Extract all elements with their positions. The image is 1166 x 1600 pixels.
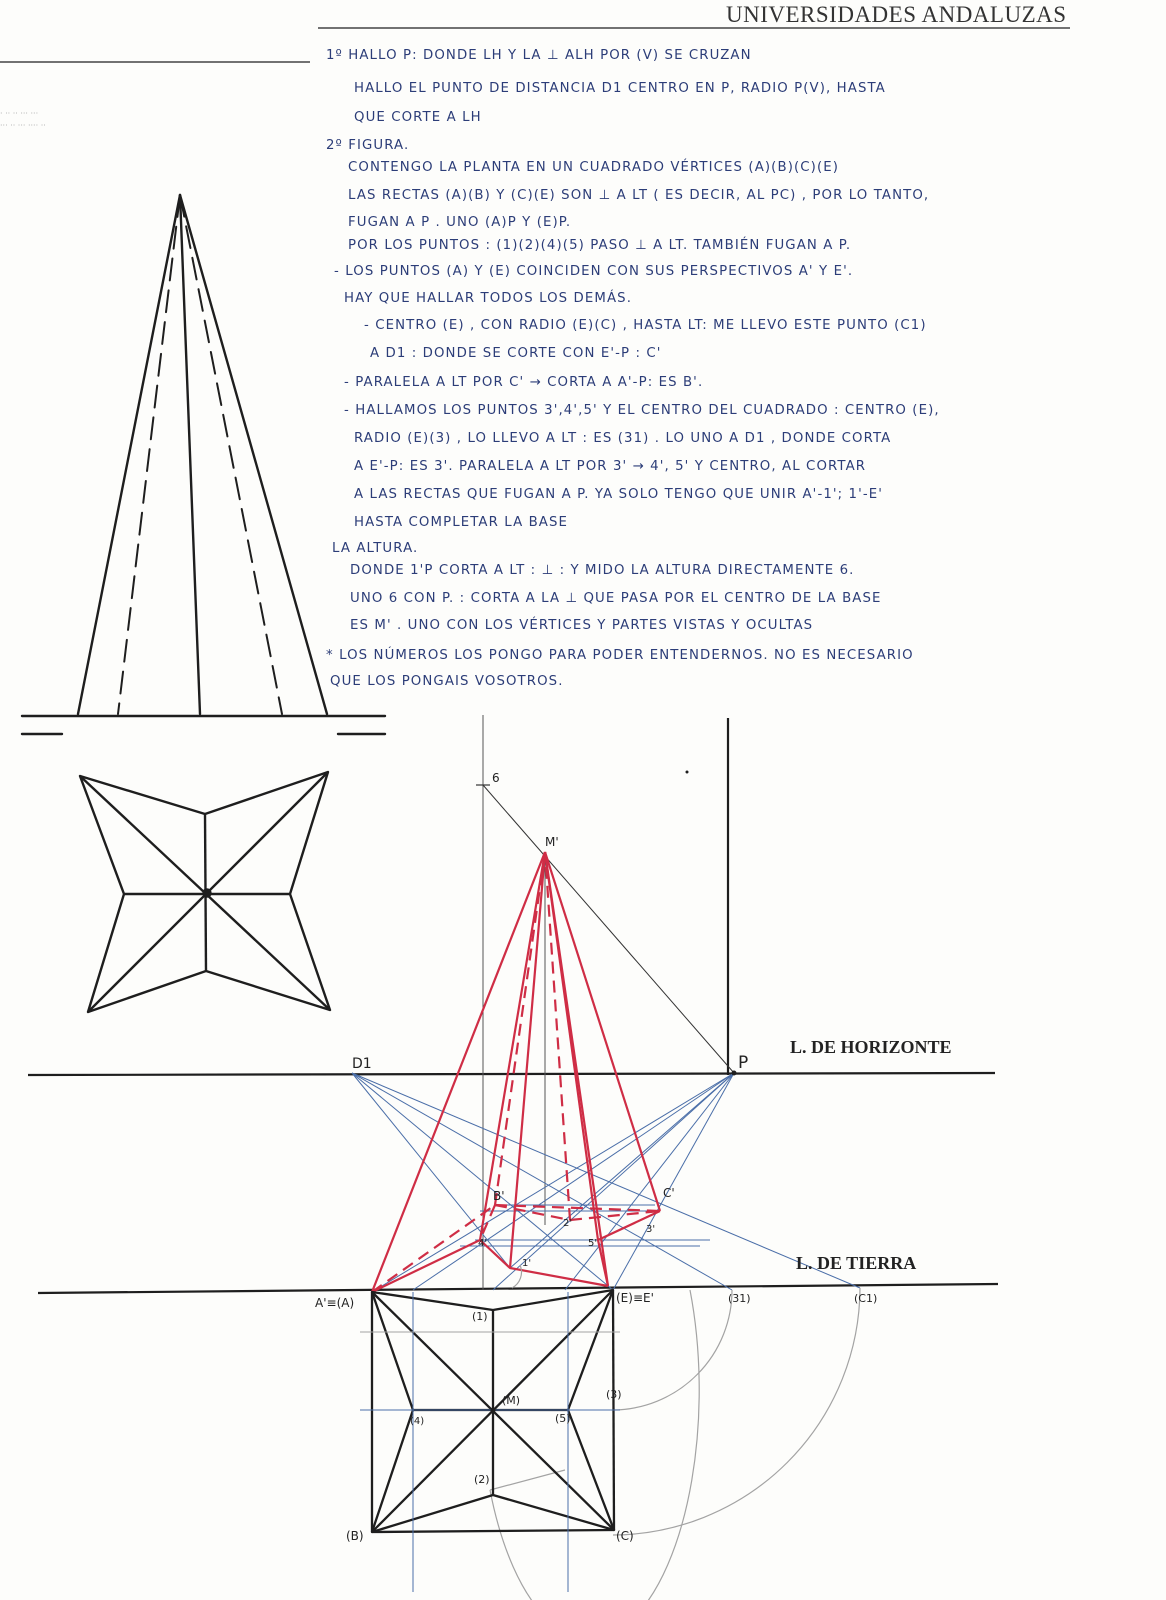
distance-line	[352, 1073, 732, 1290]
stray-dot	[686, 771, 689, 774]
faint-mark-line: · ·· ·· ··· ···	[0, 109, 39, 118]
elevation-edge	[180, 195, 200, 714]
label-point-5: (5)	[555, 1412, 571, 1425]
header-title: UNIVERSIDADES ANDALUZAS	[726, 2, 1067, 27]
note-line: DONDE 1'P CORTA A LT : ⊥ : Y MIDO LA ALTURA DIRECTAMENTE 6.	[350, 563, 855, 578]
hidden-edge	[372, 1205, 495, 1292]
label-c-1: (C1)	[854, 1292, 878, 1305]
note-line: - LOS PUNTOS (A) Y (E) COINCIDEN CON SUS PERSPECTIVOS A' Y E'.	[334, 264, 854, 279]
label-point-c: (C)	[616, 1529, 634, 1543]
label-3-1: (31)	[728, 1292, 751, 1305]
pyramid-edge	[480, 852, 545, 1240]
label-b-prime: B'	[493, 1189, 505, 1203]
label-point-4: (4)	[410, 1416, 425, 1427]
label-1-prime: 1'	[522, 1258, 532, 1269]
label-m-prime: M'	[545, 835, 559, 849]
label-six: 6	[492, 771, 500, 785]
label-point-1: (1)	[472, 1310, 488, 1323]
elevation-hidden-edge	[118, 195, 180, 714]
note-line: 1º HALLO P: DONDE LH Y LA ⊥ ALH POR (V) SE CRUZAN	[326, 48, 752, 63]
note-line: CONTENGO LA PLANTA EN UN CUADRADO VÉRTICES (A)(B)(C)(E)	[348, 160, 840, 175]
label-ground: L. DE TIERRA	[796, 1253, 917, 1273]
arc-c1	[613, 1288, 860, 1535]
horizon-line	[28, 1073, 995, 1075]
lower-square-bottom	[372, 1530, 614, 1532]
label-c-prime: C'	[663, 1186, 675, 1200]
note-line: QUE CORTE A LH	[354, 110, 482, 125]
note-line: UNO 6 CON P. : CORTA A LA ⊥ QUE PASA POR EL CENTRO DE LA BASE	[350, 591, 882, 606]
note-line: - CENTRO (E) , CON RADIO (E)(C) , HASTA LT: ME LLEVO ESTE PUNTO (C1)	[364, 318, 927, 333]
fuga-line	[510, 1073, 734, 1268]
label-5-prime: 5'	[588, 1238, 598, 1249]
label-e-ground: (E)≡E'	[616, 1291, 654, 1305]
label-4-prime: 4'	[478, 1238, 488, 1249]
label-a-ground: A'≡(A)	[315, 1296, 355, 1310]
hidden-edge	[545, 852, 570, 1220]
note-line: A LAS RECTAS QUE FUGAN A P. YA SOLO TENGO QUE UNIR A'-1'; 1'-E'	[354, 487, 884, 502]
label-d1: D1	[352, 1056, 372, 1072]
label-horizon: L. DE HORIZONTE	[790, 1037, 952, 1057]
note-line: A E'-P: ES 3'. PARALELA A LT POR 3' → 4', 5' Y CENTRO, AL CORTAR	[354, 459, 867, 474]
elevation-edge	[78, 195, 180, 714]
arc-connector	[490, 1470, 565, 1490]
note-line: A D1 : DONDE SE CORTE CON E'-P : C'	[370, 346, 662, 361]
label-point-b: (B)	[346, 1529, 364, 1543]
construction-lines	[352, 1073, 860, 1292]
note-line: QUE LOS PONGAIS VOSOTROS.	[330, 674, 564, 689]
note-line: - PARALELA A LT POR C' → CORTA A A'-P: ES B'.	[344, 375, 704, 390]
note-line: LAS RECTAS (A)(B) Y (C)(E) SON ⊥ A LT ( ES DECIR, AL PC) , POR LO TANTO,	[348, 188, 930, 203]
fuga-line	[372, 1073, 734, 1292]
note-line: HAY QUE HALLAR TODOS LOS DEMÁS.	[344, 291, 633, 306]
note-line: FUGAN A P . UNO (A)P Y (E)P.	[348, 215, 572, 230]
note-line: * LOS NÚMEROS LOS PONGO PARA PODER ENTENDERNOS. NO ES NECESARIO	[326, 648, 914, 663]
elevation-edge	[180, 195, 327, 714]
hidden-edge	[570, 1211, 660, 1220]
label-point-m: (M)	[502, 1394, 521, 1407]
faint-mark-line: ··· ·· ··· ···· ··	[0, 121, 46, 130]
note-line: HALLO EL PUNTO DE DISTANCIA D1 CENTRO EN P, RADIO P(V), HASTA	[354, 81, 886, 96]
perspective-pyramid	[372, 852, 660, 1292]
arc-31	[613, 1290, 732, 1410]
distance-line	[352, 1073, 860, 1288]
note-line: POR LOS PUNTOS : (1)(2)(4)(5) PASO ⊥ A LT. TAMBIÉN FUGAN A P.	[348, 238, 852, 253]
elevation-view	[22, 195, 385, 734]
point-m-plan	[491, 1408, 496, 1413]
label-point-3: (3)	[606, 1388, 622, 1401]
fuga-line	[613, 1073, 734, 1290]
note-line: HASTA COMPLETAR LA BASE	[354, 515, 569, 530]
label-3-prime: 3'	[646, 1224, 656, 1235]
note-line: - HALLAMOS LOS PUNTOS 3',4',5' Y EL CENTRO DEL CUADRADO : CENTRO (E),	[344, 403, 940, 418]
pyramid-edge	[545, 852, 598, 1240]
note-line: LA ALTURA.	[332, 541, 419, 556]
note-line: ES M' . UNO CON LOS VÉRTICES Y PARTES VISTAS Y OCULTAS	[350, 618, 814, 633]
label-point-2: (2)	[474, 1473, 490, 1486]
pyramid-edge	[545, 852, 660, 1211]
point-p	[732, 1071, 737, 1076]
plan-view	[80, 772, 330, 1012]
label-2-prime: 2'	[563, 1218, 573, 1229]
plan-center	[204, 890, 211, 897]
rotation-arcs	[490, 1265, 860, 1600]
pyramid-edge	[372, 852, 545, 1292]
elevation-hidden-edge	[180, 195, 282, 714]
label-p: P	[738, 1053, 749, 1073]
note-line: RADIO (E)(3) , LO LLEVO A LT : ES (31) . LO UNO A D1 , DONDE CORTA	[354, 431, 892, 446]
note-line: 2º FIGURA.	[326, 138, 410, 153]
